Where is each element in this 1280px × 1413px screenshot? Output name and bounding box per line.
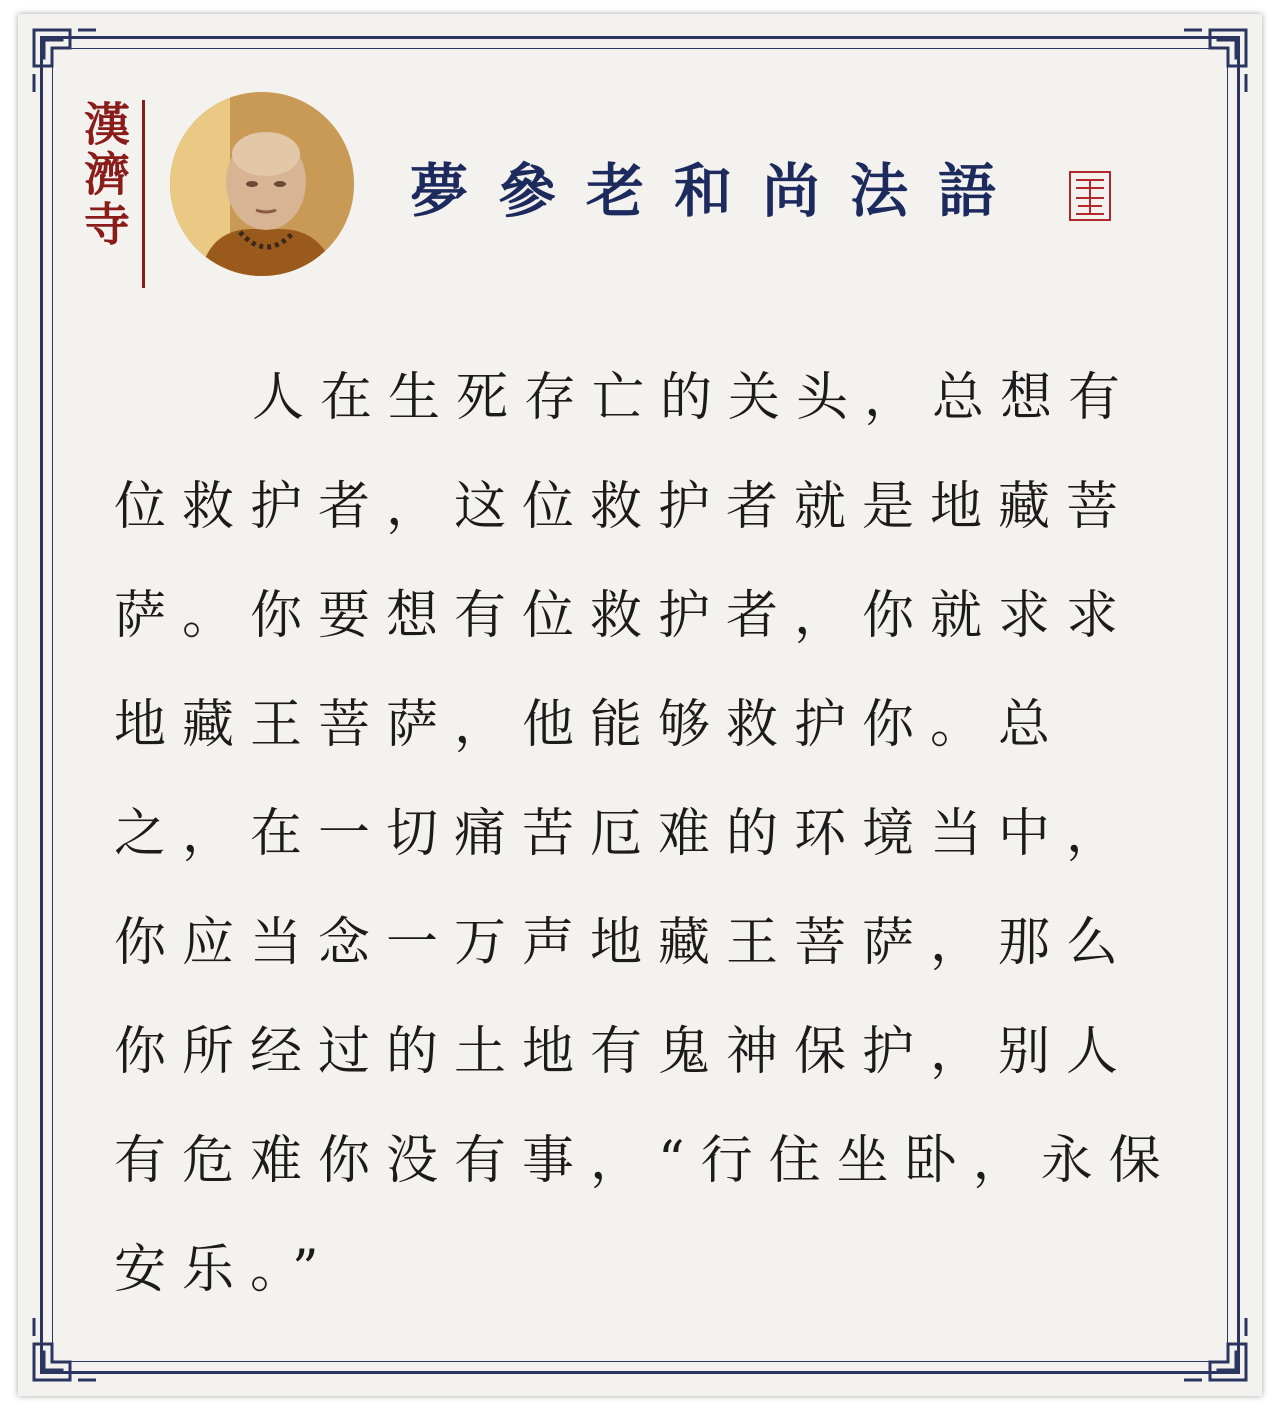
dharma-quote: 人在生死存亡的关头，总想有位救护者，这位救护者就是地藏菩萨。你要想有位救护者，你就求求地藏王菩萨，他能够救护你。总之，在一切痛苦厄难的环境当中，你应当念一万声地藏王菩萨，那么你所经过的土地有鬼神保护，别人有危难你没有事，“行住坐卧，永保安乐。” (114, 368, 1177, 1300)
corner-ornament-icon (30, 26, 100, 96)
temple-divider (142, 100, 145, 288)
monk-portrait (170, 92, 354, 276)
page-title: 夢參老和尚法語 (410, 157, 1027, 225)
corner-ornament-icon (30, 1314, 100, 1384)
quote-card (18, 14, 1262, 1396)
seal-stamp-icon (1068, 170, 1112, 222)
temple-name: 漢濟寺 (77, 100, 131, 250)
corner-ornament-icon (1180, 26, 1250, 96)
